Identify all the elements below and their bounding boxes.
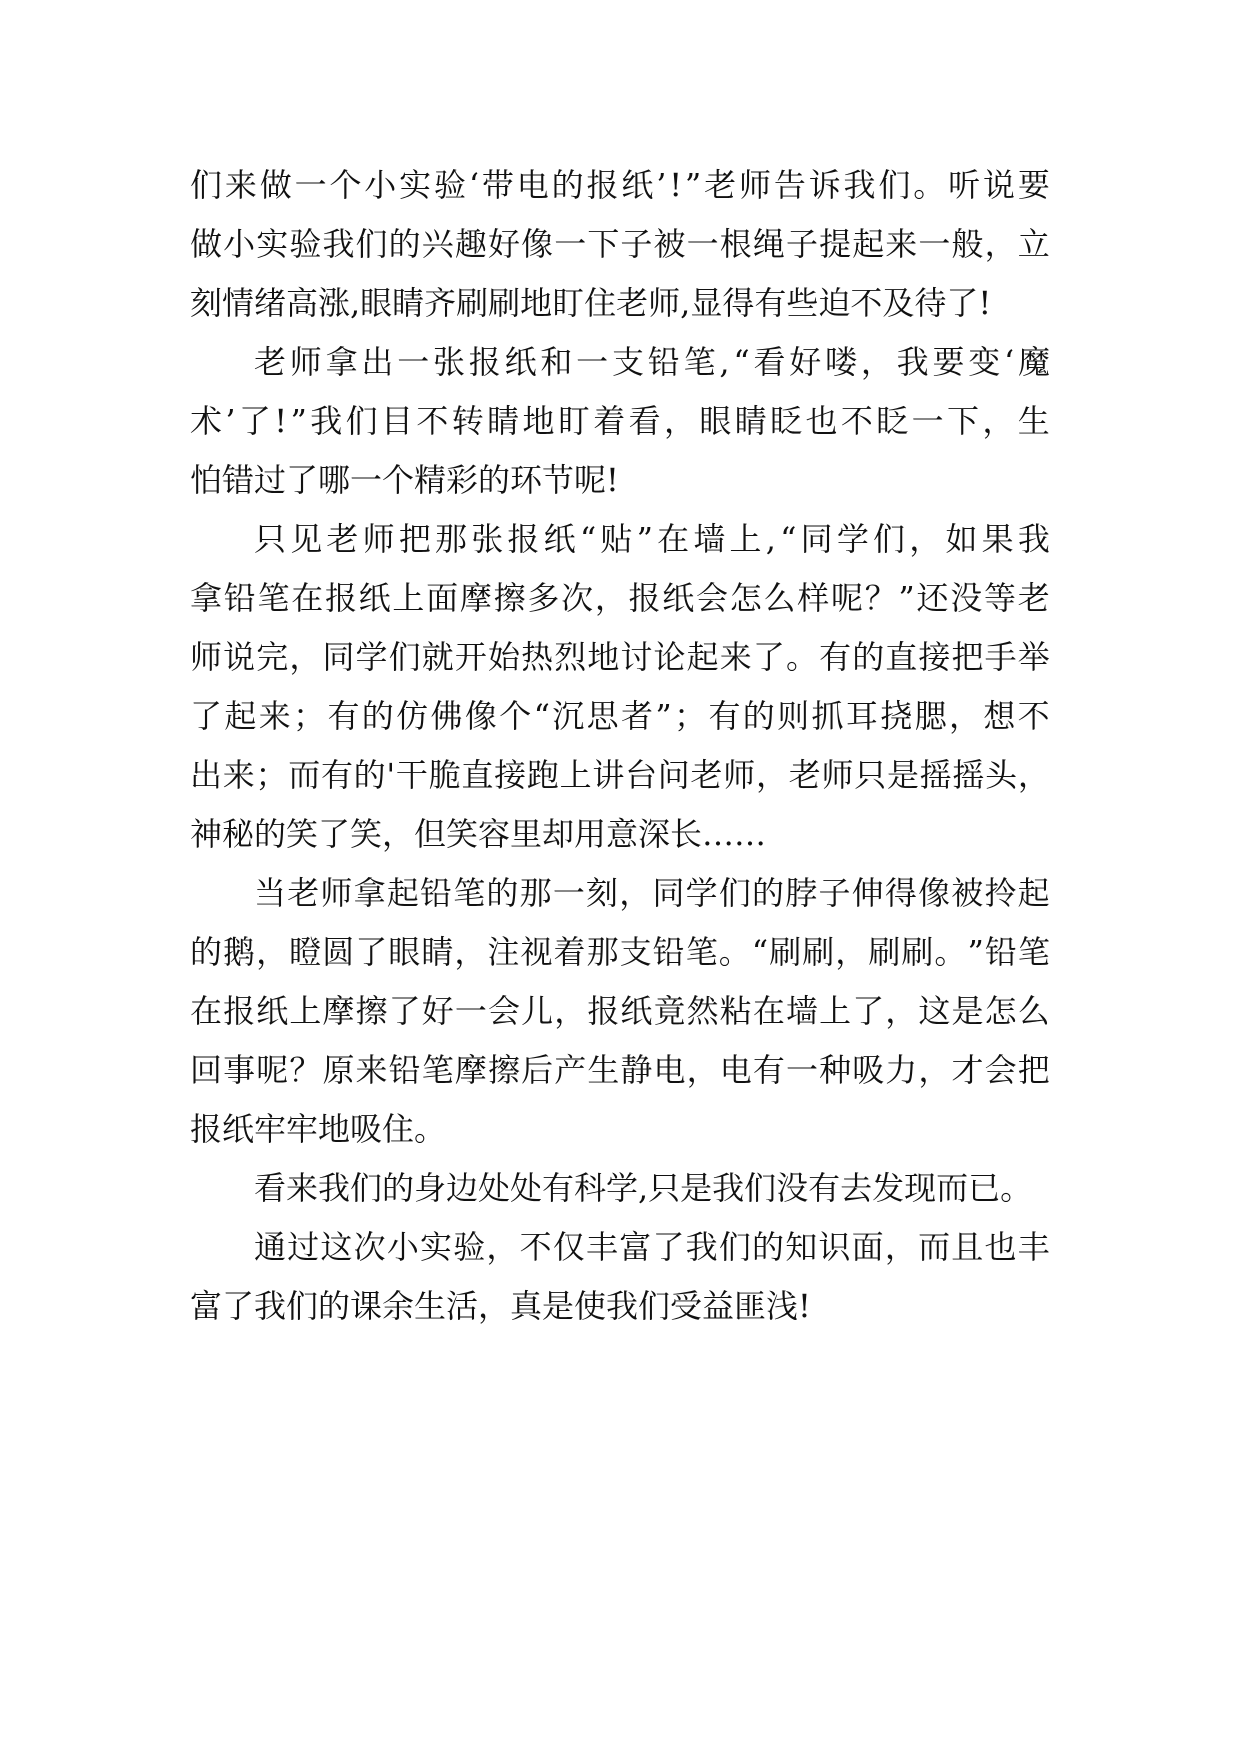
text-line: 拿 铅 笔 在 报 纸 上 面 摩 擦 多 次 ， 报 纸 会 怎 么 样 呢 ？ ” 还 没 等 老 (190, 579, 1050, 617)
text-line: 们 来 做 一 个 小 实 验 ‘ 带 电 的 报 纸 ’ ! ” 老 师 告 诉 我 们 。 听 说 要 (190, 166, 1050, 204)
text-line: 回 事 呢 ？ 原 来 铅 笔 摩 擦 后 产 生 静 电 ， 电 有 一 种 吸 力 ， 才 会 把 (190, 1051, 1050, 1089)
text-line: 做 小 实 验 我 们 的 兴 趣 好 像 一 下 子 被 一 根 绳 子 提 起 来 一 般 ， 立 (190, 225, 1050, 263)
text-line: 看来我们的身边处处有科学,只是我们没有去发现而已。 (254, 1169, 1033, 1207)
text-line: 当 老 师 拿 起 铅 笔 的 那 一 刻 ， 同 学 们 的 脖 子 伸 得 像 被 拎 起 (254, 874, 1050, 912)
text-line: 出 来 ； 而 有 的 ' 干 脆 直 接 跑 上 讲 台 问 老 师 ， 老 师 只 是 摇 摇 头 ， (190, 756, 1050, 794)
text-line: 老 师 拿 出 一 张 报 纸 和 一 支 铅 笔 , “ 看 好 喽 ， 我 要 变 ‘ 魔 (254, 343, 1050, 381)
text-line: 报纸牢牢地吸住。 (190, 1110, 447, 1148)
text-line: 只 见 老 师 把 那 张 报 纸 “ 贴 ” 在 墙 上 , “ 同 学 们 ， 如 果 我 (254, 520, 1050, 558)
text-line: 刻情绪高涨,眼睛齐刷刷地盯住老师,显得有些迫不及待了! (190, 284, 992, 322)
essay-body (190, 156, 1050, 1336)
text-line: 在 报 纸 上 摩 擦 了 好 一 会 儿 ， 报 纸 竟 然 粘 在 墙 上 了 ， 这 是 怎 么 (190, 992, 1050, 1030)
text-line: 师 说 完 ， 同 学 们 就 开 始 热 烈 地 讨 论 起 来 了 。 有 的 直 接 把 手 举 (190, 638, 1050, 676)
text-line: 通 过 这 次 小 实 验 ， 不 仅 丰 富 了 我 们 的 知 识 面 ， 而 且 也 丰 (254, 1228, 1050, 1266)
text-line: 神秘的笑了笑，但笑容里却用意深长…… (190, 815, 767, 853)
text-line: 术 ’ 了 ! ” 我 们 目 不 转 睛 地 盯 着 看 ， 眼 睛 眨 也 不 眨 一 下 ， 生 (190, 402, 1050, 440)
text-line: 富了我们的课余生活，真是使我们受益匪浅! (190, 1287, 811, 1325)
text-line: 的 鹅 ， 瞪 圆 了 眼 睛 ， 注 视 着 那 支 铅 笔 。 “ 刷 刷 ， 刷 刷 。 ” 铅 笔 (190, 933, 1050, 971)
text-line: 了 起 来 ； 有 的 仿 佛 像 个 “ 沉 思 者 ” ； 有 的 则 抓 耳 挠 腮 ， 想 不 (190, 697, 1050, 735)
text-line: 怕错过了哪一个精彩的环节呢! (190, 461, 619, 499)
